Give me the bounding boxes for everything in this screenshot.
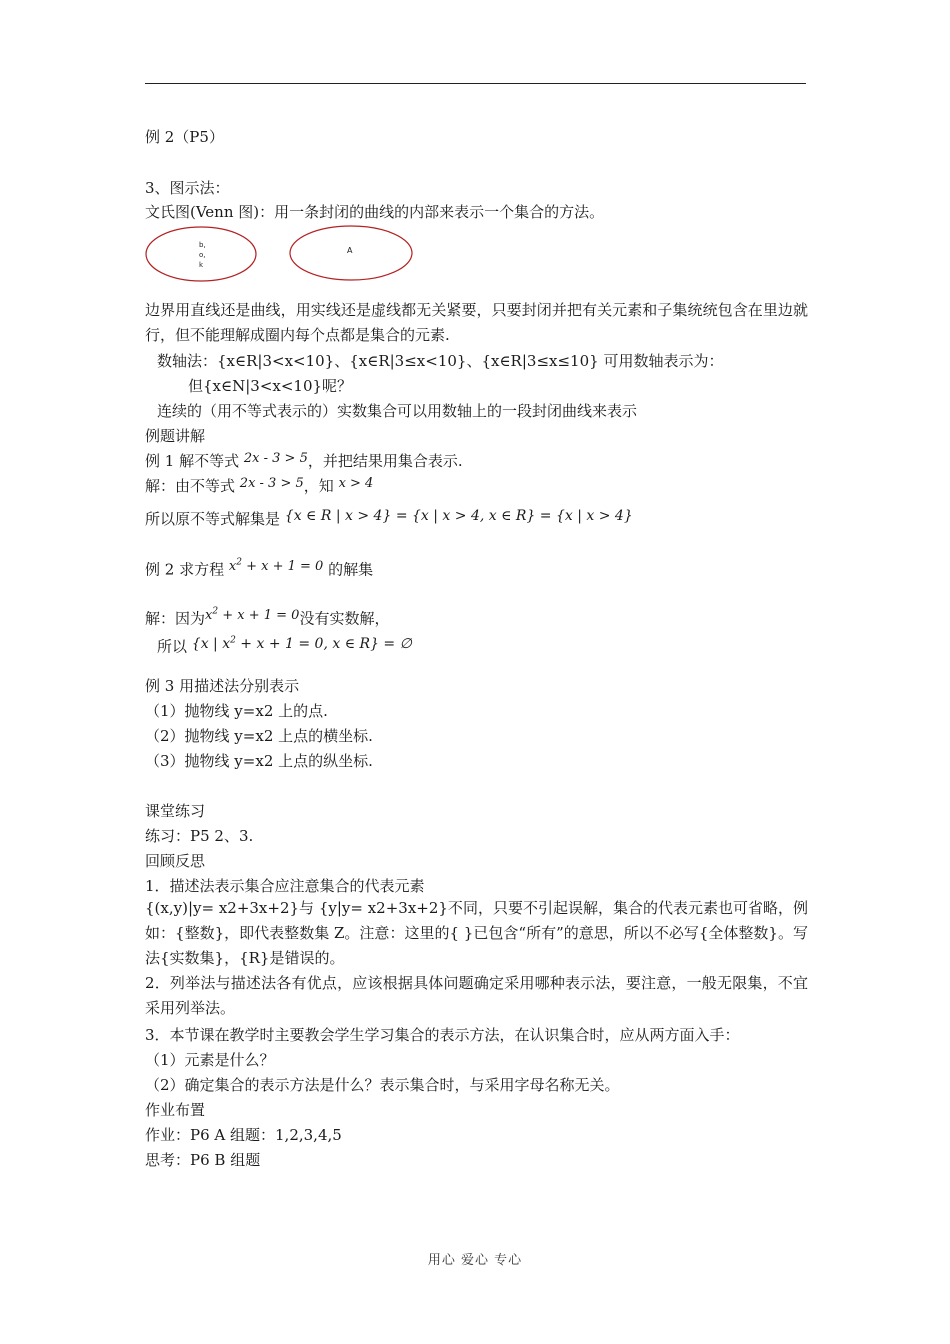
solution-2-no-root: 没有实数解， — [299, 609, 390, 628]
example-2-p5: 例 2（P5） — [145, 128, 224, 146]
solution-set-prefix: 所以原不等式解集是 — [145, 510, 281, 528]
review-point-2: 2．列举法与描述法各有优点，应该根据具体问题确定采用哪种表示法，要注意，一般无限集，不宜采用列举法。 — [145, 974, 808, 1017]
example-1-suffix: ，并把结果用集合表示. — [307, 452, 463, 470]
example-1 — [145, 451, 463, 473]
boundary-paragraph: 边界用直线还是曲线，用实线还是虚线都无关紧要，只要封闭并把有关元素和子集统统包含在里边就行，但不能理解成圈内每个点都是集合的元素. — [145, 301, 808, 344]
equation-formula: $x^2 + x + 1 = 0$ — [228, 558, 324, 575]
venn-left-item: k — [199, 261, 204, 269]
solution-1-know: ，知 — [303, 477, 334, 495]
solution-2 — [145, 606, 389, 630]
review-point-1-detail: {(x,y)|y= x2+3x+2}与 {y|y= x2+3x+2}不同，只要不引起误解，集合的代表元素也可省略，例如：{整数}，即代表整数集 Z。注意：这里的{ }已包含“所有”的意思，所以不必写{全体整数}。写法{实数集}，{R}是错误的。 — [145, 899, 808, 967]
x-gt-4-formula: x > 4 — [338, 476, 374, 491]
solution-2-set — [157, 634, 412, 658]
example-3-item-2: （2）抛物线 y=x2 上点的横坐标. — [145, 727, 373, 745]
homework-heading: 作业布置 — [145, 1101, 206, 1119]
review-point-3-item-2: （2）确定集合的表示方法是什么？表示集合时，与采用字母名称无关。 — [145, 1076, 620, 1094]
practice-heading: 课堂练习 — [145, 802, 206, 820]
inequality-formula: 2x - 3 > 5 — [239, 476, 304, 491]
venn-left-item: o, — [199, 251, 206, 259]
solution-1 — [145, 476, 373, 498]
venn-left-item: b, — [199, 241, 206, 249]
review-heading: 回顾反思 — [145, 852, 206, 870]
thinking-item: 思考：P6 B 组题 — [145, 1151, 261, 1169]
equation-formula: $x^2 + x + 1 = 0$ — [205, 607, 300, 624]
number-axis-question: 但{x∈N|3<x<10}呢？ — [188, 377, 353, 395]
practice-item: 练习：P5 2、3. — [145, 827, 254, 845]
venn-diagram-right — [288, 224, 414, 282]
example-1-prefix: 例 1 解不等式 — [145, 452, 240, 470]
page-footer: 用心 爱心 专心 — [427, 1253, 523, 1268]
review-point-3-item-1: （1）元素是什么？ — [145, 1051, 275, 1069]
review-point-3: 3．本节课在教学时主要教会学生学习集合的表示方法，在认识集合时，应从两方面入手： — [145, 1026, 740, 1044]
number-axis-method: 数轴法：{x∈R|3<x<10}、{x∈R|3≤x<10}、{x∈R|3≤x≤10} 可用数轴表示为： — [157, 352, 724, 370]
continuous-set-note: 连续的（用不等式表示的）实数集合可以用数轴上的一段封闭曲线来表示 — [157, 402, 638, 420]
header-rule — [145, 83, 806, 84]
solution-set-formula: {x ∈ R | x > 4} = {x | x > 4, x ∈ R} = {x | x > 4} — [284, 508, 633, 524]
venn-definition: 文氏图(Venn 图)：用一条封闭的曲线的内部来表示一个集合的方法。 — [145, 203, 605, 221]
example-2-suffix: 的解集 — [328, 560, 374, 579]
solution-2-therefore: 所以 — [157, 637, 188, 656]
solution-1-prefix: 解：由不等式 — [145, 477, 236, 495]
empty-set-formula: {x | $x^2 + x + 1 = 0$, x ∈ R} = ∅ — [191, 635, 412, 652]
example-2 — [145, 557, 373, 581]
example-3-item-3: （3）抛物线 y=x2 上点的纵坐标. — [145, 752, 373, 770]
venn-set-label: A — [347, 246, 353, 255]
solution-2-prefix: 解：因为 — [145, 609, 206, 628]
example-3-item-1: （1）抛物线 y=x2 上的点. — [145, 702, 328, 720]
review-point-1: 1．描述法表示集合应注意集合的代表元素 — [145, 877, 425, 895]
homework-item: 作业：P6 A 组题：1,2,3,4,5 — [145, 1126, 342, 1144]
example-2-prefix: 例 2 求方程 — [145, 560, 225, 579]
venn-diagram-left — [144, 225, 258, 283]
solution-1-set — [145, 509, 633, 530]
section-3-title: 3、图示法： — [145, 179, 230, 197]
examples-heading: 例题讲解 — [145, 427, 206, 445]
inequality-formula: 2x - 3 > 5 — [243, 451, 308, 466]
example-3-title: 例 3 用描述法分别表示 — [145, 677, 300, 695]
